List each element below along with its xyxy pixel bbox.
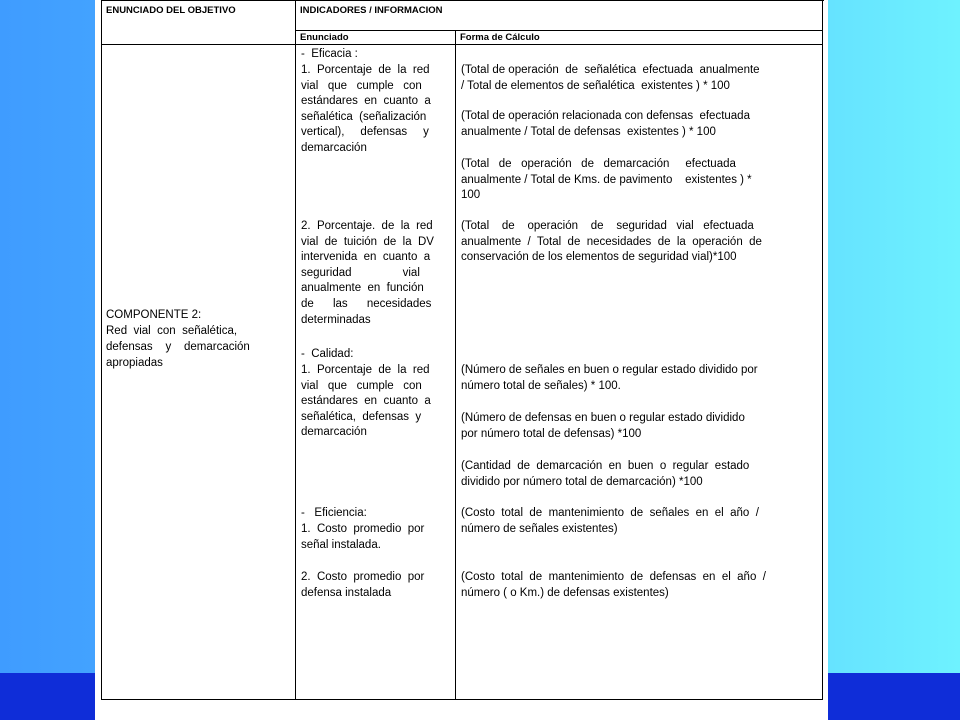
header-objective: ENUNCIADO DEL OBJETIVO bbox=[106, 5, 236, 16]
formula-line: (Costo total de mantenimiento de señales en el año / bbox=[461, 507, 759, 519]
indicator-line: 2. Porcentaje. de la red bbox=[301, 220, 433, 232]
indicator-line: demarcación bbox=[301, 142, 367, 154]
table-bottom-border bbox=[101, 699, 823, 700]
col-divider-objective bbox=[295, 0, 296, 700]
indicator-line: seguridad vial bbox=[301, 266, 420, 279]
indicator-line: - Eficacia : bbox=[301, 48, 358, 60]
indicator-line: defensa instalada bbox=[301, 586, 392, 599]
subheader-divider bbox=[295, 30, 823, 31]
formula-line: (Número de defensas en buen o regular estado dividido bbox=[461, 412, 745, 424]
indicator-line: de las necesidades bbox=[301, 298, 432, 310]
formula-line: (Total de operación de seguridad vial efectuada bbox=[461, 220, 754, 232]
indicator-line: anualmente en función bbox=[301, 282, 424, 295]
formula-line: (Número de señales en buen o regular estado dividido por bbox=[461, 364, 758, 376]
formula-line: conservación de los elementos de seguridad vial)*100 bbox=[461, 251, 737, 264]
formula-line: anualmente / Total de defensas existentes ) * 100 bbox=[461, 125, 716, 138]
indicator-line: 2. Costo promedio por bbox=[301, 571, 425, 583]
formula-line: anualmente / Total de Kms. de pavimento existentes ) * bbox=[461, 173, 752, 186]
indicator-line: señalética (señalización bbox=[301, 110, 427, 123]
indicator-line: 1. Porcentaje de la red bbox=[301, 64, 430, 76]
indicator-line: señalética, defensas y bbox=[301, 410, 422, 423]
formula-line: anualmente / Total de necesidades de la operación de bbox=[461, 235, 762, 248]
indicator-line: vial que cumple con bbox=[301, 79, 422, 92]
col-divider-formula bbox=[455, 30, 456, 700]
indicator-line: intervenida en cuanto a bbox=[301, 251, 431, 264]
objective-line: defensas y demarcación bbox=[106, 341, 250, 353]
table-right-border bbox=[822, 0, 823, 700]
formula-line: número de señales existentes) bbox=[461, 522, 618, 535]
subheader-forma-calculo: Forma de Cálculo bbox=[460, 32, 540, 43]
formula-line: 100 bbox=[461, 189, 481, 202]
header-indicators: INDICADORES / INFORMACION bbox=[300, 5, 443, 16]
formula-line: por número total de defensas) *100 bbox=[461, 427, 642, 440]
formula-line: dividido por número total de demarcación) *100 bbox=[461, 475, 703, 488]
subheader-enunciado: Enunciado bbox=[300, 32, 349, 43]
formula-line: número ( o Km.) de defensas existentes) bbox=[461, 586, 669, 599]
scanned-document bbox=[95, 0, 828, 720]
objective-title: COMPONENTE 2: bbox=[106, 309, 202, 321]
indicator-line: - Calidad: bbox=[301, 348, 354, 360]
objective-line: Red vial con señalética, bbox=[106, 325, 238, 337]
indicator-line: 1. Porcentaje de la red bbox=[301, 364, 430, 376]
indicator-line: demarcación bbox=[301, 426, 367, 439]
table-left-border bbox=[101, 0, 102, 700]
formula-line: (Costo total de mantenimiento de defensas en el año / bbox=[461, 571, 766, 583]
formula-line: número total de señales) * 100. bbox=[461, 379, 621, 392]
formula-line: (Total de operación de demarcación efectuada bbox=[461, 158, 736, 170]
objective-line: apropiadas bbox=[106, 357, 163, 369]
indicator-line: - Eficiencia: bbox=[301, 507, 367, 519]
indicator-line: determinadas bbox=[301, 313, 371, 326]
formula-line: (Total de operación relacionada con defensas efectuada bbox=[461, 110, 750, 122]
indicator-line: 1. Costo promedio por bbox=[301, 523, 425, 535]
indicator-line: estándares en cuanto a bbox=[301, 95, 431, 108]
indicator-line: vial que cumple con bbox=[301, 379, 422, 392]
indicator-line: vial de tuición de la DV bbox=[301, 235, 434, 248]
formula-line: (Cantidad de demarcación en buen o regular estado bbox=[461, 460, 750, 472]
indicator-line: vertical), defensas y bbox=[301, 126, 429, 139]
indicator-line: estándares en cuanto a bbox=[301, 395, 431, 408]
header-bottom-border bbox=[101, 44, 823, 45]
indicator-line: señal instalada. bbox=[301, 538, 381, 551]
formula-line: (Total de operación de señalética efectuada anualmente bbox=[461, 64, 760, 76]
table-top-border bbox=[101, 0, 824, 1]
formula-line: / Total de elementos de señalética existentes ) * 100 bbox=[461, 79, 730, 92]
